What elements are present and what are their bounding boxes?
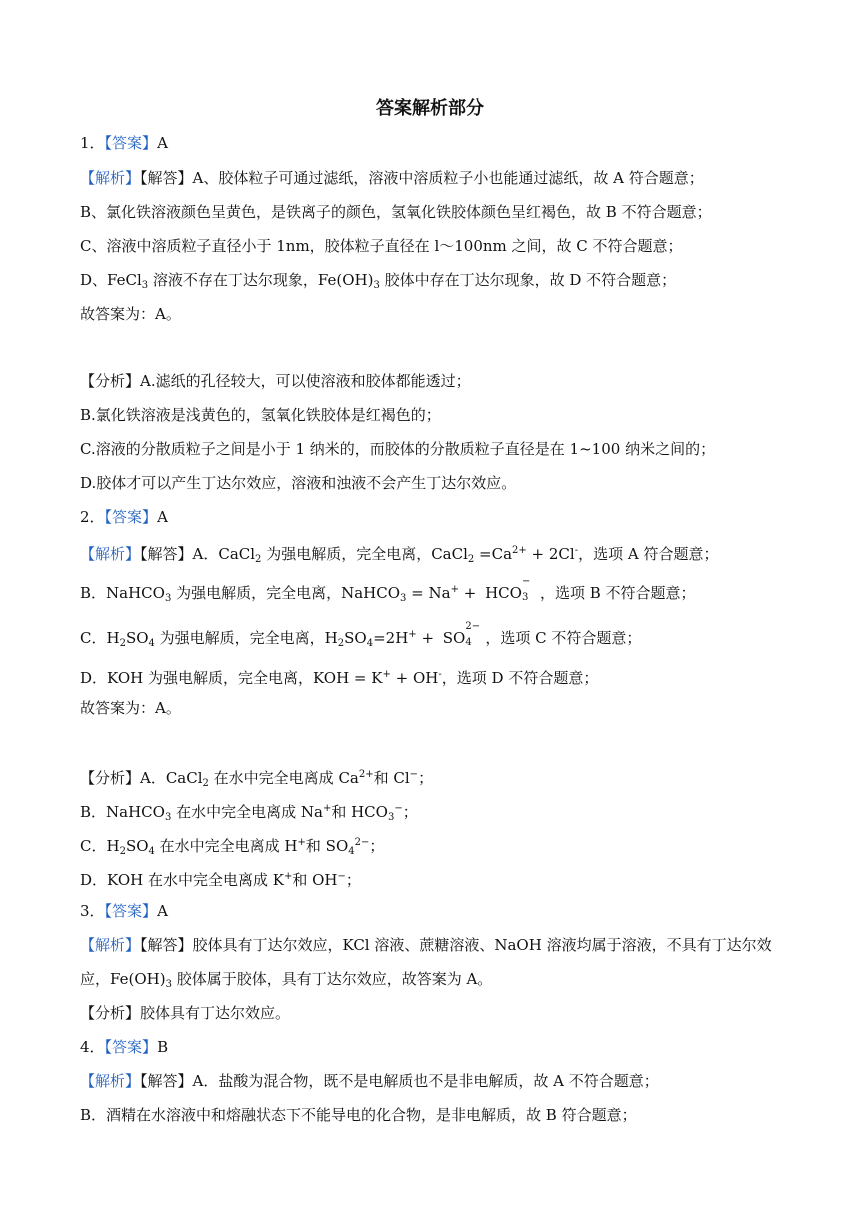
q2-analysis-line-c	[80, 621, 820, 649]
q2-g-3: 和 HCO	[331, 803, 388, 821]
q3-answer-value: A	[157, 902, 168, 920]
q2-analysis-line-b	[80, 576, 820, 604]
q1-answer-value: A	[157, 134, 168, 152]
q2-b-2: 为强电解质，完全电离，NaHCO	[171, 584, 401, 602]
q1-analysis-line-1	[80, 168, 820, 188]
q2-f-3: 和 Cl	[373, 769, 410, 787]
q2-answer-line	[80, 507, 820, 527]
q3-analysis-line-1	[80, 935, 820, 955]
q2-analysis-tag: 【解析】	[80, 545, 141, 563]
q2-conclusion: 故答案为：A。	[80, 699, 181, 717]
q2-b-p1: +	[450, 584, 459, 595]
q2-c-s1: 2	[119, 638, 126, 649]
q1-analysis-line-4	[80, 270, 820, 290]
q2-d-p2: -	[438, 669, 442, 680]
q4-answer-line	[80, 1037, 820, 1057]
q2-i-3: ；	[345, 871, 361, 889]
q3-answer-tag: 【答案】	[104, 902, 158, 920]
q4-number: 4．	[80, 1038, 105, 1056]
q3-analysis-line-2	[80, 969, 820, 989]
q2-c-1: C．H	[80, 629, 120, 647]
q2-c-ion-base: SO	[442, 629, 466, 647]
q3-answer-line	[80, 901, 820, 921]
q2-h-1: C．H	[80, 837, 120, 855]
q1-sub-4b: 3	[373, 280, 380, 291]
q2-b-ion-sub: 3	[521, 592, 529, 603]
q3-analysis-text-1: 【解答】胶体具有丁达尔效应，KCl 溶液、蔗糖溶液、NaOH 溶液均属于溶液，不具有丁达尔效	[140, 936, 772, 954]
q3-reason: 【分析】胶体具有丁达尔效应。	[80, 1004, 291, 1022]
q1-answer-line	[80, 133, 820, 153]
q2-analysis-line-a	[80, 541, 820, 565]
q3-sub-2: 3	[165, 979, 172, 990]
q1-analysis-text-1: 【解答】A、胶体粒子可通过滤纸，溶液中溶质粒子小也能通过滤纸，故 A 符合题意；	[140, 169, 704, 187]
q3-text-2a: 应，Fe(OH)	[80, 970, 166, 988]
q1-analysis-line-3: C、溶液中溶质粒子直径小于 1nm，胶体粒子直径在 l～100nm 之间，故 C 不符合题意；	[80, 237, 683, 255]
q2-h-3: 在水中完全电离成 H	[154, 837, 298, 855]
q2-c-s3: 2	[337, 638, 345, 649]
q2-c-6: +	[416, 629, 439, 647]
q2-i-p2: −	[337, 871, 346, 882]
q2-i-2: 和 OH	[292, 871, 338, 889]
q1-text-4b: 溶液不存在丁达尔现象，Fe(OH)	[148, 271, 374, 289]
q3-text-2b: 胶体属于胶体，具有丁达尔效应，故答案为 A。	[171, 970, 493, 988]
q2-a-3: =Ca	[474, 545, 513, 563]
q2-b-4: +	[458, 584, 482, 602]
q2-b-s1: 3	[164, 593, 172, 604]
q2-c-ion	[442, 621, 481, 648]
q2-a-1: 【解答】A．CaCl	[140, 545, 256, 563]
q4-analysis-line-1	[80, 1071, 820, 1091]
q1-reason-line-4: D.胶体才可以产生丁达尔效应，溶液和浊液不会产生丁达尔效应。	[80, 474, 517, 492]
q2-a-s1: 2	[255, 554, 262, 565]
q2-a-5: ，选项 A 符合题意；	[578, 545, 719, 563]
q2-i-p1: +	[283, 871, 293, 882]
q2-c-3: 为强电解质，完全电离，H	[154, 629, 338, 647]
q2-answer-tag: 【答案】	[104, 508, 158, 526]
q1-text-4c: 胶体中存在丁达尔现象，故 D 不符合题意；	[379, 271, 677, 289]
q1-analysis-tag: 【解析】	[80, 169, 141, 187]
q2-b-1: B．NaHCO	[80, 584, 165, 602]
q2-b-ion-sup: −	[521, 576, 531, 587]
q1-sub-4a: 3	[141, 280, 149, 291]
q2-f-4: ；	[418, 769, 434, 787]
q3-analysis-tag: 【解析】	[80, 936, 141, 954]
q2-a-2: 为强电解质，完全电离，CaCl	[261, 545, 468, 563]
q1-reason-line-1: 【分析】A.滤纸的孔径较大，可以使溶液和胶体都能透过；	[80, 372, 471, 390]
q2-g-2: 在水中完全电离成 Na	[171, 803, 323, 821]
q2-d-3: ，选项 D 不符合题意；	[441, 669, 599, 687]
q2-b-ion	[485, 576, 531, 603]
q2-answer-value: A	[157, 508, 168, 526]
q2-h-s3: 4	[348, 846, 355, 857]
q2-g-p1: +	[322, 803, 332, 814]
q1-reason-line-3: C.溶液的分散质粒子之间是小于 1 纳米的，而胶体的分散质粒子直径是在 1~100 纳米之间的；	[80, 440, 716, 458]
q2-d-1: D．KOH 为强电解质，完全电离，KOH = K	[80, 669, 383, 687]
q2-g-4: ；	[402, 803, 418, 821]
q2-reason-line-c	[80, 833, 820, 857]
q2-c-ion-sub: 4	[465, 637, 472, 648]
q2-h-2: SO	[125, 837, 149, 855]
q2-f-p2: −	[409, 769, 419, 780]
q4-analysis-line-2: B．酒精在水溶液中和熔融状态下不能导电的化合物，是非电解质，故 B 符合题意；	[80, 1106, 637, 1124]
q4-answer-tag: 【答案】	[104, 1038, 158, 1056]
q2-f-2: 在水中完全电离成 Ca	[208, 769, 359, 787]
q1-text-4a: D、FeCl	[80, 271, 142, 289]
q2-h-s1: 2	[119, 846, 126, 857]
q2-a-p1: 2+	[512, 545, 527, 556]
q2-h-4: 和 SO	[305, 837, 349, 855]
q2-d-p1: +	[382, 669, 391, 680]
q2-c-s2: 4	[148, 638, 155, 649]
q2-g-1: B．NaHCO	[80, 803, 165, 821]
q1-analysis-line-2: B、氯化铁溶液颜色呈黄色，是铁离子的颜色，氢氧化铁胶体颜色呈红褐色，故 B 不符合题意；	[80, 203, 712, 221]
q4-analysis-tag: 【解析】	[80, 1072, 141, 1090]
q2-c-4: SO	[344, 629, 367, 647]
q2-reason-line-b	[80, 799, 820, 823]
q2-g-s2: 3	[387, 812, 395, 823]
q2-c-2: SO	[125, 629, 149, 647]
q3-number: 3．	[80, 902, 105, 920]
q2-g-s1: 3	[164, 812, 172, 823]
q2-g-p2: −	[394, 803, 403, 814]
q2-b-ion-base: HCO	[485, 584, 522, 602]
q1-conclusion: 故答案为：A。	[80, 305, 181, 323]
q2-b-5: ，选项 B 不符合题意；	[539, 584, 696, 602]
q2-f-s1: 2	[202, 778, 209, 789]
q2-a-s2: 2	[467, 554, 475, 565]
q2-i-1: D．KOH 在水中完全电离成 K	[80, 871, 284, 889]
q1-reason-line-2: B.氯化铁溶液是浅黄色的，氢氧化铁胶体是红褐色的；	[80, 406, 441, 424]
q2-number: 2．	[80, 508, 105, 526]
q2-h-5: ；	[369, 837, 385, 855]
q2-c-p1: +	[408, 629, 417, 640]
q2-d-2: + OH	[390, 669, 439, 687]
q4-answer-value: B	[157, 1038, 169, 1056]
q2-c-ion-sup: 2−	[465, 621, 481, 632]
q2-f-1: 【分析】A．CaCl	[80, 769, 203, 787]
q2-analysis-line-d	[80, 665, 820, 685]
page-title: 答案解析部分	[376, 98, 484, 119]
q2-c-s4: 4	[366, 638, 374, 649]
q2-f-p1: 2+	[358, 769, 374, 780]
q2-a-4: + 2Cl	[526, 545, 575, 563]
q1-number: 1．	[80, 134, 105, 152]
q2-h-s2: 4	[148, 846, 155, 857]
q1-answer-tag: 【答案】	[104, 134, 158, 152]
q2-c-7: ，选项 C 不符合题意；	[485, 629, 642, 647]
q2-h-p2: 2−	[354, 837, 370, 848]
q2-h-p1: +	[297, 837, 306, 848]
q4-analysis-text-1: 【解答】A．盐酸为混合物，既不是电解质也不是非电解质，故 A 不符合题意；	[140, 1072, 659, 1090]
q2-c-5: =2H	[373, 629, 409, 647]
q2-b-s2: 3	[400, 593, 407, 604]
q2-reason-line-a	[80, 765, 820, 789]
q2-b-3: = Na	[406, 584, 451, 602]
q2-a-p2: -	[574, 545, 579, 556]
q2-reason-line-d	[80, 867, 820, 887]
